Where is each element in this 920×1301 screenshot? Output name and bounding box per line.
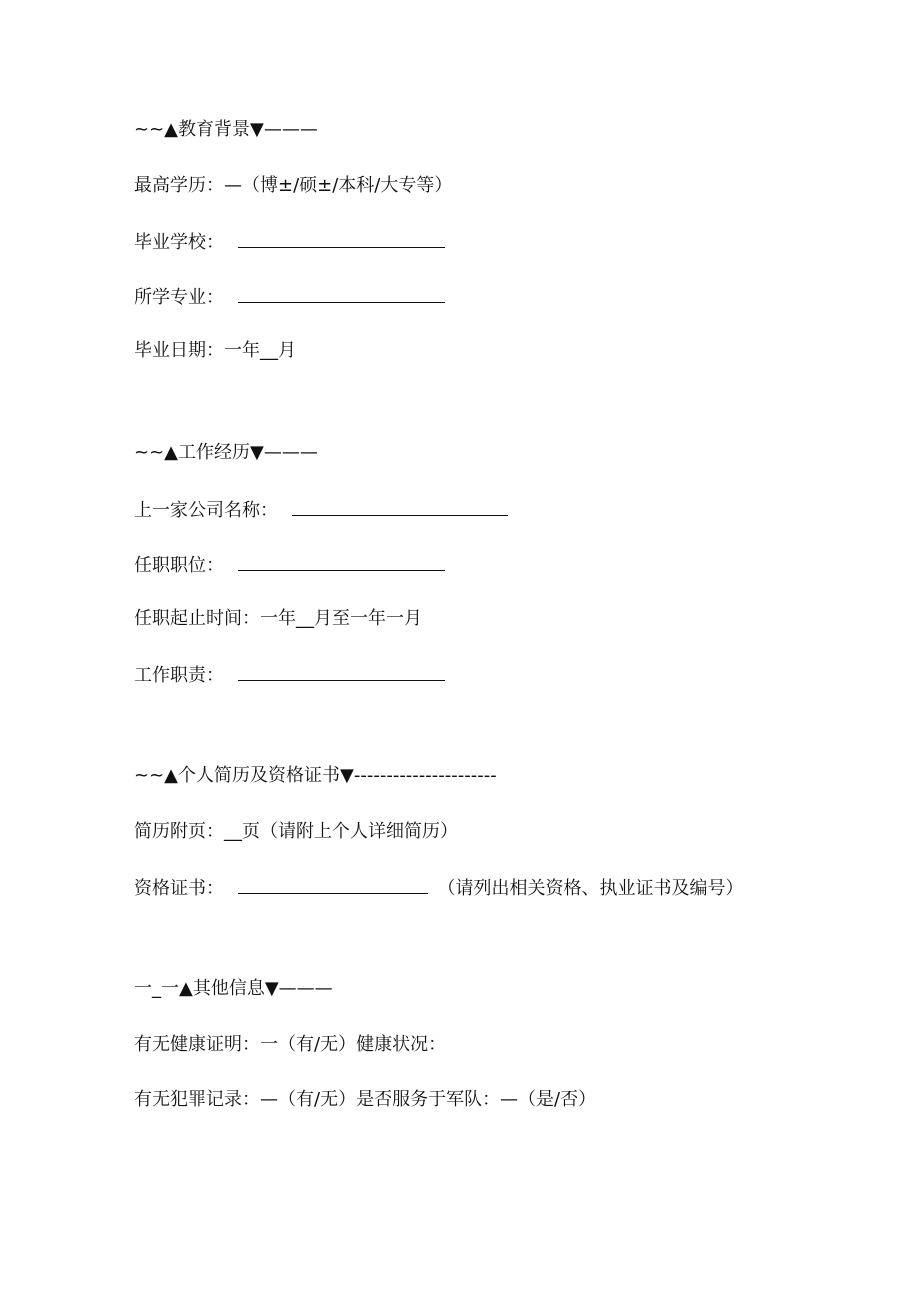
position-label: 任职职位：: [134, 555, 224, 576]
cert-row: [134, 875, 743, 901]
school-row: [134, 229, 445, 255]
duties-row: [134, 662, 445, 688]
school-label: 毕业学校：: [134, 232, 224, 253]
major-row: [134, 284, 445, 310]
resume-pages-row: 简历附页：__页（请附上个人详细简历）: [134, 821, 458, 842]
duties-label: 工作职责：: [134, 665, 224, 686]
period-row: 任职起止时间：一年__月至一年一月: [134, 608, 422, 629]
cert-label: 资格证书：: [134, 878, 224, 899]
school-input[interactable]: [238, 229, 445, 248]
major-label: 所学专业：: [134, 287, 224, 308]
other-heading: 一_一▲其他信息▼———: [134, 978, 333, 999]
position-row: [134, 552, 445, 578]
major-input[interactable]: [238, 284, 445, 303]
company-row: [134, 497, 508, 523]
criminal-record-row: 有无犯罪记录：—（有/无）是否服务于军队：—（是/否）: [134, 1089, 597, 1110]
cert-note: （请列出相关资格、执业证书及编号）: [437, 878, 744, 899]
degree-row: 最高学历：—（博±/硕±/本科/大专等）: [134, 175, 453, 196]
resume-heading: ~~▲个人简历及资格证书▼----------------------: [134, 765, 497, 786]
company-input[interactable]: [292, 497, 508, 516]
health-row: 有无健康证明：一（有/无）健康状况：: [134, 1034, 447, 1055]
work-heading: ~~▲工作经历▼———: [134, 442, 318, 463]
company-label: 上一家公司名称：: [134, 500, 278, 521]
position-input[interactable]: [238, 552, 445, 571]
education-heading: ~~▲教育背景▼———: [134, 119, 318, 140]
cert-input[interactable]: [238, 875, 428, 894]
graduation-row: 毕业日期：一年__月: [134, 340, 296, 361]
duties-input[interactable]: [238, 662, 445, 681]
